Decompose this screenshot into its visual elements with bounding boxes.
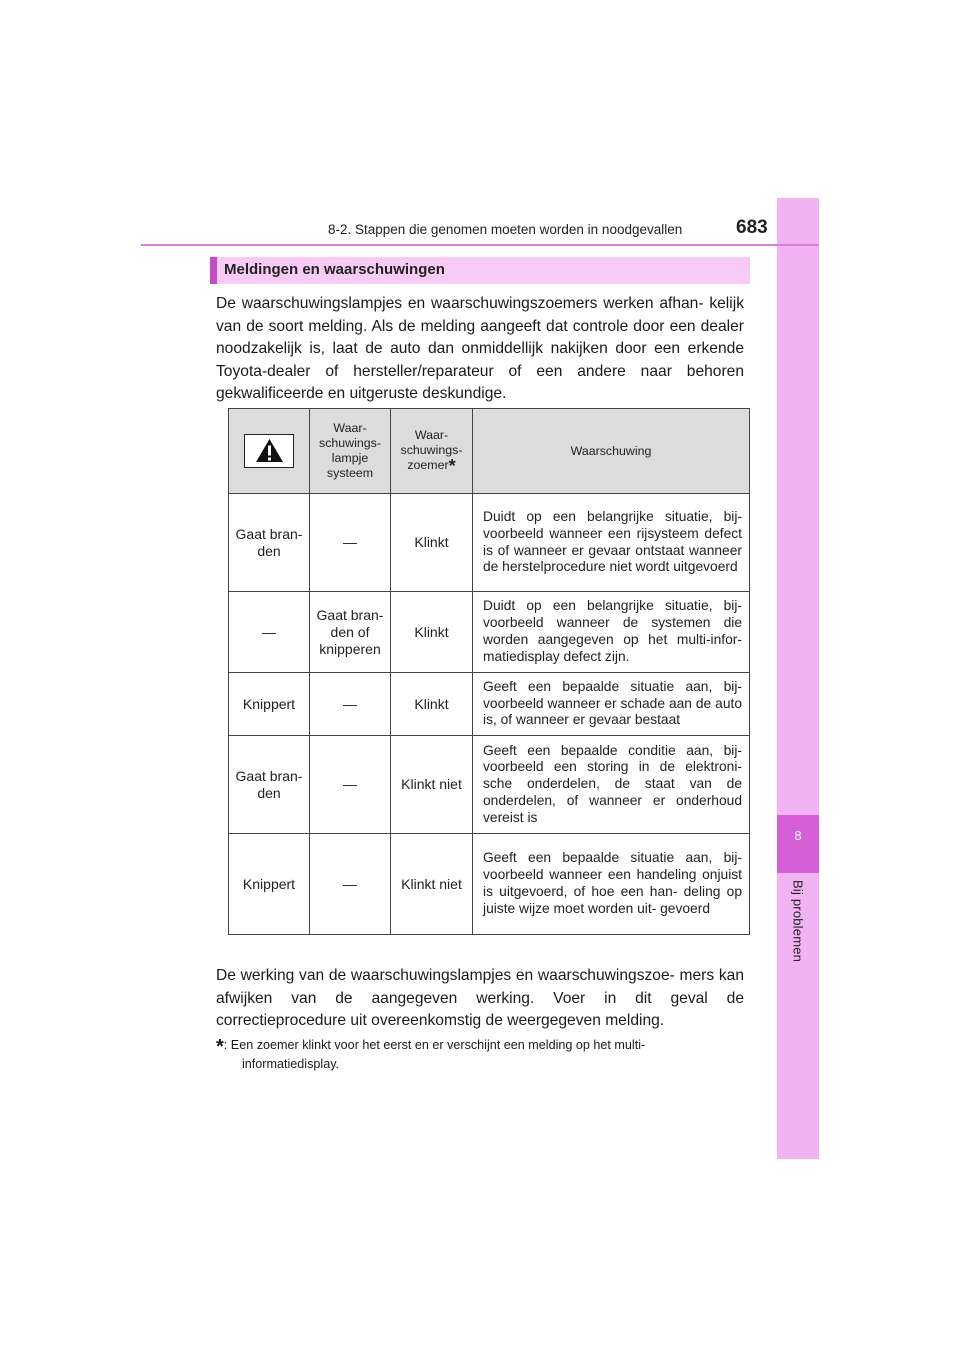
cell-buzzer: Klinkt niet [391, 834, 473, 935]
table-header-row [229, 409, 750, 494]
cell-indicator: — [229, 592, 310, 673]
cell-warning: Duidt op een belangrijke situatie, bij- voorbeeld wanneer de systemen die worden aangegeven op het multi-infor- matiedisplay defect zijn. [473, 592, 750, 673]
cell-indicator: Knippert [229, 673, 310, 736]
footnote-text: : Een zoemer klinkt voor het eerst en er verschijnt een melding op het multi- [223, 1038, 646, 1052]
chapter-title: Bij problemen [790, 880, 806, 963]
header-divider [141, 244, 819, 246]
cell-system: — [310, 834, 391, 935]
header-warning-lamp-system: Waar- schuwings- lampje systeem [310, 409, 391, 494]
cell-system: — [310, 673, 391, 736]
table-row [229, 673, 750, 736]
table-row [229, 736, 750, 834]
table-row [229, 494, 750, 592]
cell-indicator: Knippert [229, 834, 310, 935]
table-row [229, 834, 750, 935]
cell-warning: Geeft een bepaalde conditie aan, bij- voorbeeld een storing in de elektroni- sche onderdelen, de staat van de onderdelen, of wanneer er onderhoud vereist is [473, 736, 750, 834]
footnote-asterisk: * [216, 1036, 224, 1058]
section-title: Meldingen en waarschuwingen [224, 261, 445, 278]
cell-warning: Duidt op een belangrijke situatie, bij- voorbeeld wanneer een rijsysteem defect is of wanneer er gevaar ontstaat wanneer de herstelprocedure niet wordt uitgevoerd [473, 494, 750, 592]
running-header: 8-2. Stappen die genomen moeten worden in noodgevallen [328, 222, 683, 237]
warning-triangle-icon [244, 434, 294, 468]
cell-system: — [310, 494, 391, 592]
cell-indicator: Gaat bran- den [229, 494, 310, 592]
cell-system: — [310, 736, 391, 834]
warning-table [228, 408, 750, 935]
cell-warning: Geeft een bepaalde situatie aan, bij- voorbeeld wanneer een handeling onjuist is uitgevoerd, of hoe een han- deling op juiste wijze moet worden uit- gevoerd [473, 834, 750, 935]
chapter-number: 8 [794, 828, 802, 843]
header-warning-symbol [229, 409, 310, 494]
cell-buzzer: Klinkt [391, 494, 473, 592]
footnote [216, 1037, 756, 1073]
closing-paragraph: De werking van de waarschuwingslampjes en waarschuwingszoe- mers kan afwijken van de aangegeven werking. Voer in dit geval de correctieprocedure uit overeenkomstig de weergegeven melding. [216, 967, 744, 1030]
header-warning: Waarschuwing [473, 409, 750, 494]
cell-buzzer: Klinkt niet [391, 736, 473, 834]
cell-warning: Geeft een bepaalde situatie aan, bij- voorbeeld wanneer er schade aan de auto is, of wanneer er gevaar bestaat [473, 673, 750, 736]
page-number: 683 [736, 217, 768, 238]
footnote-text-continued: informatiedisplay. [242, 1056, 340, 1071]
cell-buzzer: Klinkt [391, 673, 473, 736]
chapter-side-strip [777, 198, 819, 1159]
header-warning-buzzer: Waar- schuwings- zoemer* [391, 409, 473, 494]
table-row [229, 592, 750, 673]
chapter-number-box [777, 815, 819, 873]
intro-paragraph: De waarschuwingslampjes en waarschuwingszoemers werken afhan- kelijk van de soort melding. Als de melding aangeeft dat controle door een dealer noodzakelijk is, laat de auto dan onmiddellijk nakijken door een erkende Toyota-dealer of hersteller/reparateur of een andere naar behoren gekwalificeerde en uitgeruste deskundige. [216, 295, 744, 403]
cell-system: Gaat bran- den of knipperen [310, 592, 391, 673]
cell-buzzer: Klinkt [391, 592, 473, 673]
asterisk-mark: * [448, 456, 456, 476]
cell-indicator: Gaat bran- den [229, 736, 310, 834]
